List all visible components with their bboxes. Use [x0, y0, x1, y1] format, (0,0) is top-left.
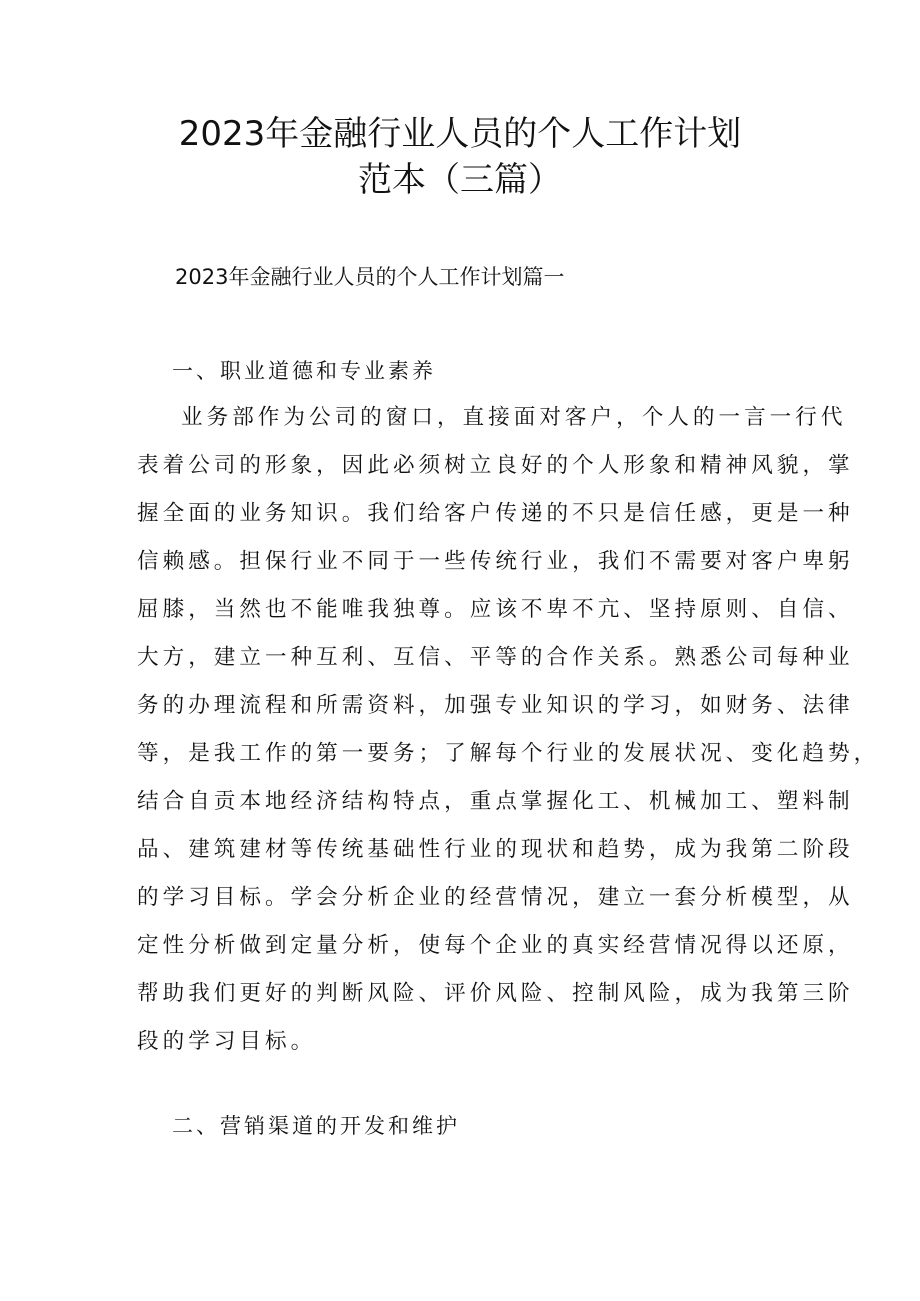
paragraph-line: 等，是我工作的第一要务；了解每个行业的发展状况、变化趋势，	[137, 741, 880, 766]
paragraph-line: 定性分析做到定量分析，使每个企业的真实经营情况得以还原，	[137, 933, 854, 958]
paragraph-line: 段的学习目标。	[137, 1029, 317, 1054]
paragraph-line: 结合自贡本地经济结构特点，重点掌握化工、机械加工、塑料制	[137, 789, 854, 814]
paragraph-line: 信赖感。担保行业不同于一些传统行业，我们不需要对客户卑躬	[137, 549, 854, 574]
paragraph-line: 务的办理流程和所需资料，加强专业知识的学习，如财务、法律	[137, 693, 854, 718]
section-2-heading: 二、营销渠道的开发和维护	[172, 1114, 460, 1138]
document-title-line-2: 范本（三篇）	[358, 160, 562, 200]
paragraph-line: 屈膝，当然也不能唯我独尊。应该不卑不亢、坚持原则、自信、	[137, 597, 854, 622]
paragraph-line: 品、建筑建材等传统基础性行业的现状和趋势，成为我第二阶段	[137, 837, 854, 862]
paragraph-line: 帮助我们更好的判断风险、评价风险、控制风险，成为我第三阶	[137, 981, 854, 1006]
section-1-heading: 一、职业道德和专业素养	[172, 359, 436, 383]
document-title-line-1: 2023年金融行业人员的个人工作计划	[178, 114, 742, 154]
paragraph-line: 业务部作为公司的窗口，直接面对客户，个人的一言一行代	[181, 405, 847, 430]
paragraph-line: 大方，建立一种互利、互信、平等的合作关系。熟悉公司每种业	[137, 645, 854, 670]
document-subtitle: 2023年金融行业人员的个人工作计划篇一	[175, 265, 565, 289]
paragraph-line: 的学习目标。学会分析企业的经营情况，建立一套分析模型，从	[137, 885, 854, 910]
paragraph-line: 表着公司的形象，因此必须树立良好的个人形象和精神风貌，掌	[137, 453, 854, 478]
paragraph-line: 握全面的业务知识。我们给客户传递的不只是信任感，更是一种	[137, 501, 854, 526]
